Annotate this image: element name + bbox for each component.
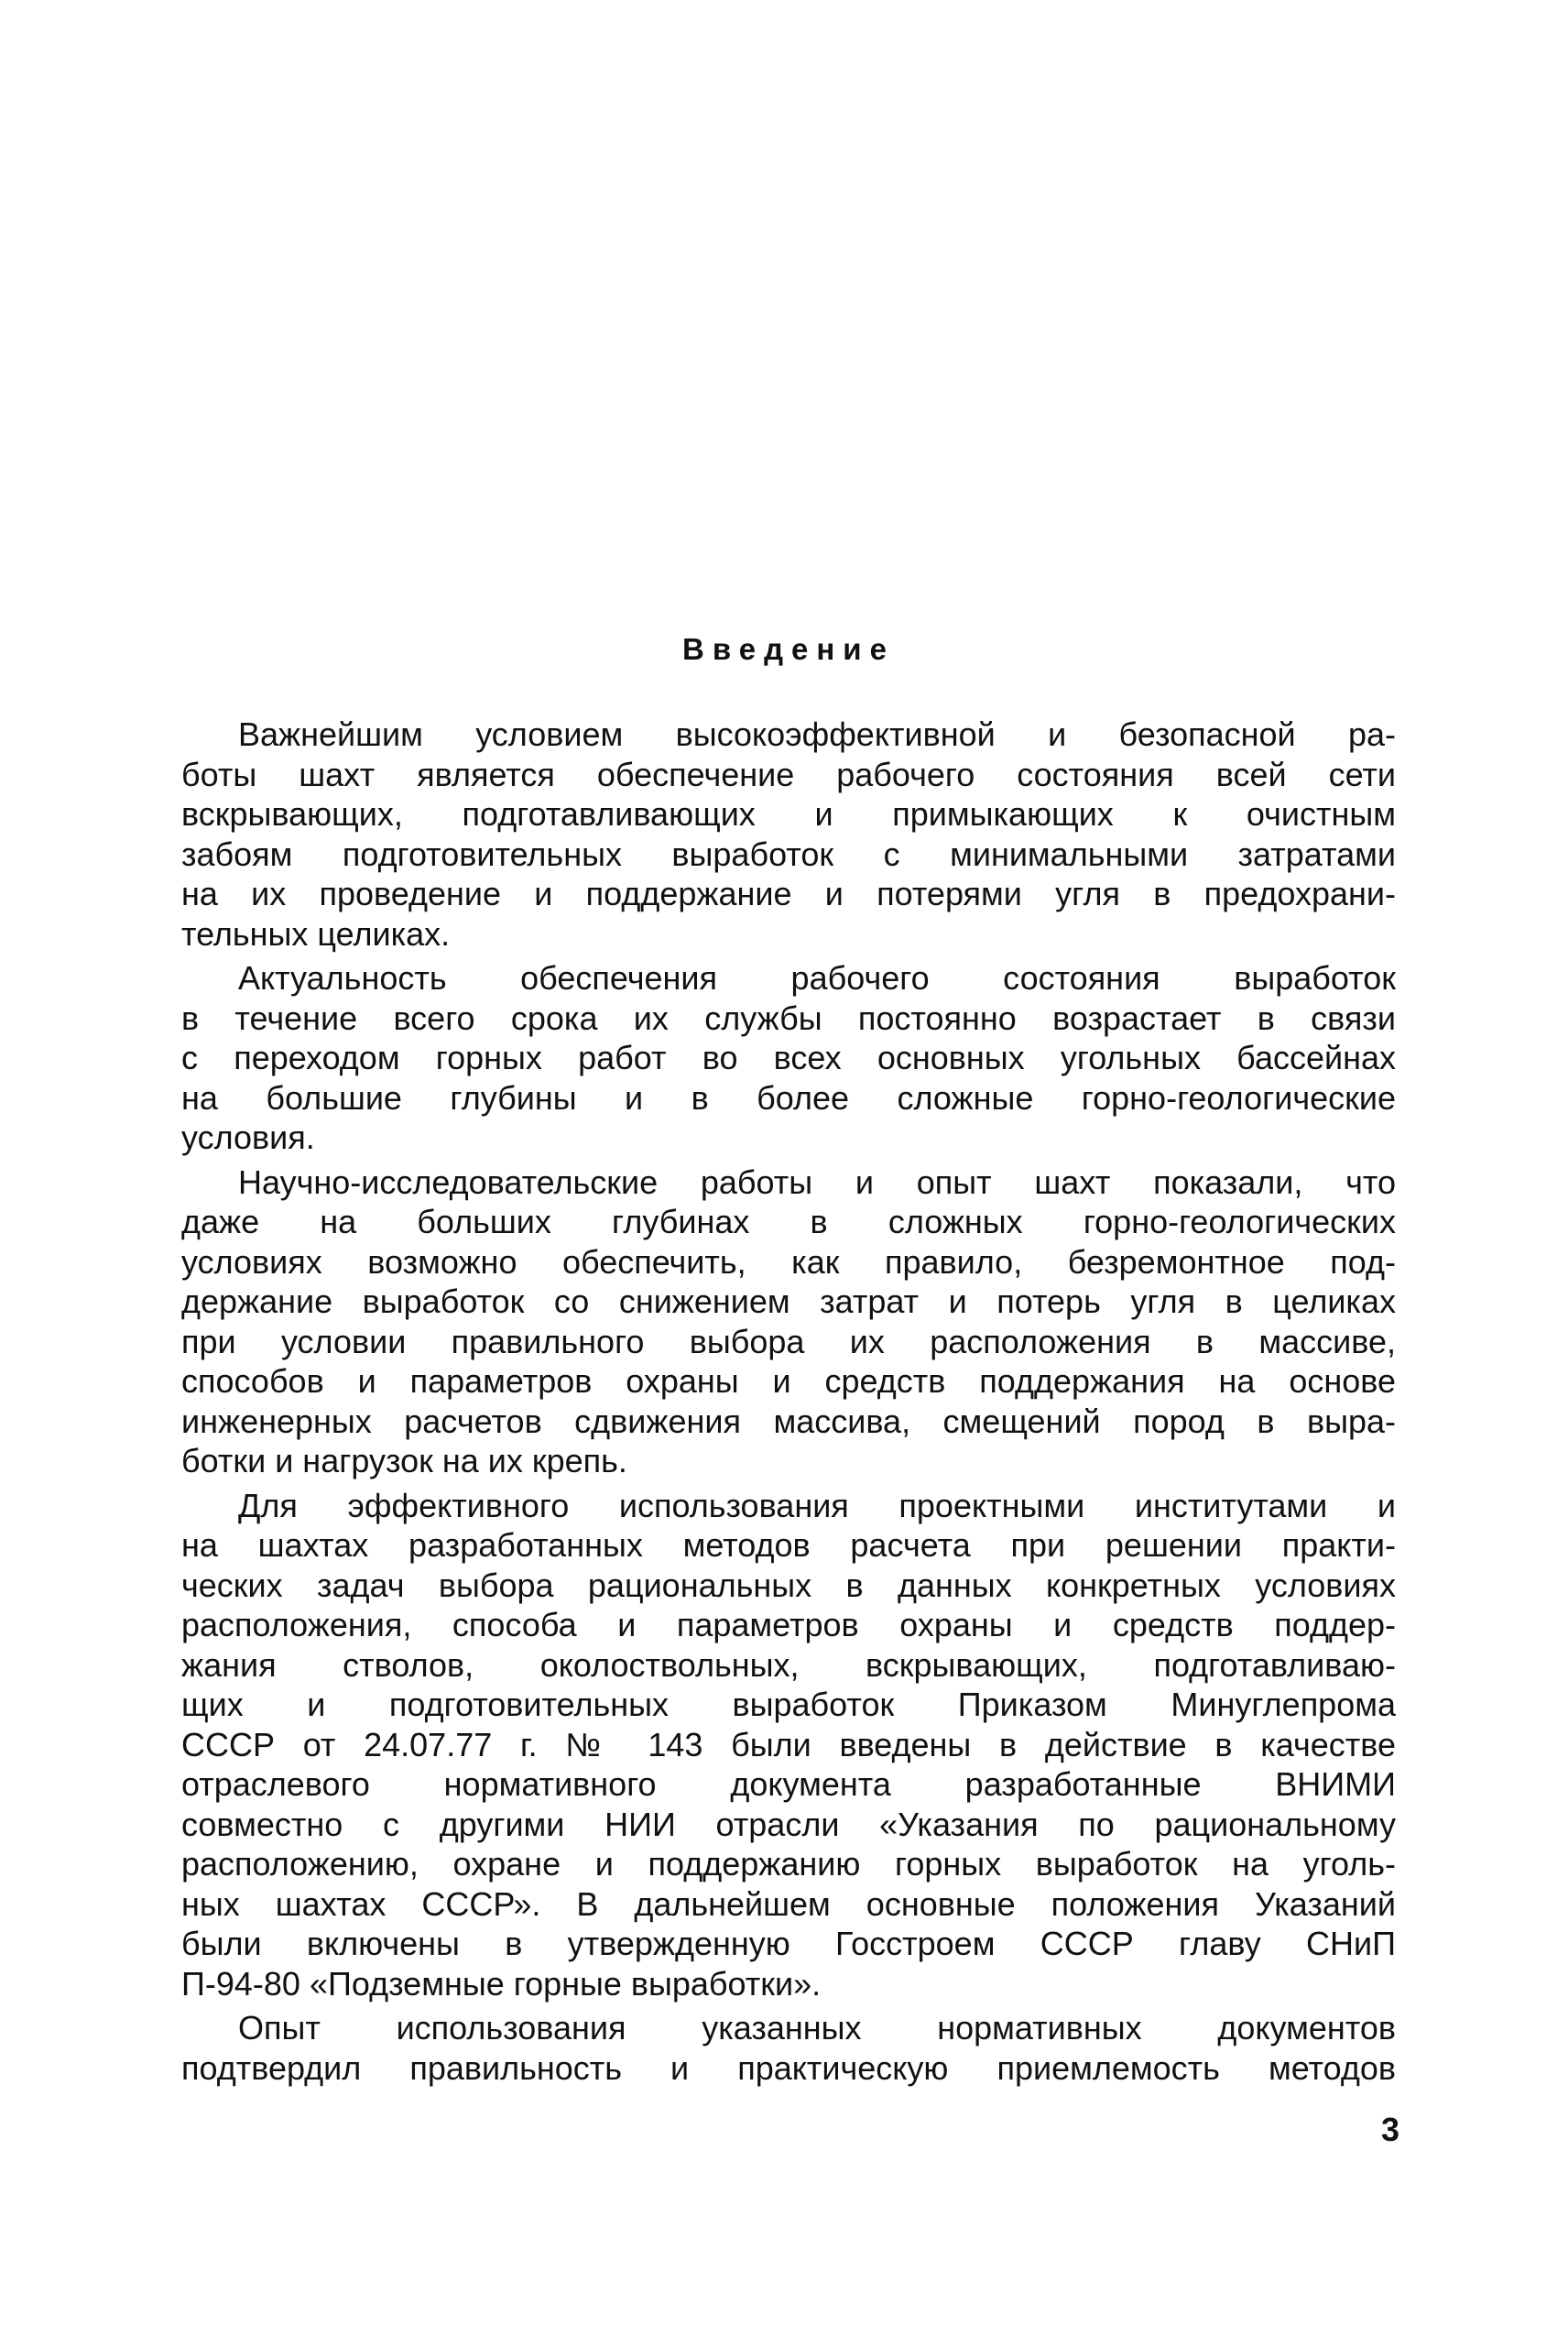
text-line: Научно-исследовательские работы и опыт шахт показали, что	[238, 1162, 1396, 1201]
text-line: П-94-80 «Подземные горные выработки».	[181, 1964, 822, 2003]
text-line: инженерных расчетов сдвижения массива, смещений пород в выра-	[181, 1402, 1396, 1440]
body-text	[181, 715, 1396, 2092]
text-line: Актуальность обеспечения рабочего состояния выработок	[238, 959, 1396, 997]
text-line: были включены в утвержденную Госстроем СССР главу СНиП	[181, 1925, 1396, 1962]
text-line: Для эффективного использования проектными институтами и	[238, 1486, 1396, 1524]
text-line: условиях возможно обеспечить, как правило, безремонтное под-	[181, 1242, 1396, 1281]
text-line: ботки и нагрузок на их крепь.	[181, 1442, 627, 1479]
text-line: на большие глубины и в более сложные горно-геологические	[181, 1078, 1396, 1117]
text-line: на шахтах разработанных методов расчета при решении практи-	[181, 1526, 1396, 1564]
text-line: при условии правильного выбора их расположения в массиве,	[181, 1322, 1396, 1360]
text-line: с переходом горных работ во всех основных угольных бассейнах	[181, 1039, 1396, 1076]
text-line: Важнейшим условием высокоэффективной и безопасной ра-	[238, 715, 1396, 753]
paragraph	[181, 958, 1396, 1158]
text-line: расположению, охране и поддержанию горных выработок на уголь-	[181, 1845, 1396, 1883]
text-line: тельных целиках.	[181, 914, 451, 953]
paragraph	[181, 1486, 1396, 2004]
text-line: СССР от 24.07.77 г. № 143 были введены в действие в качестве	[181, 1725, 1396, 1763]
text-line: даже на больших глубинах в сложных горно-геологических	[181, 1203, 1396, 1240]
paragraph	[181, 1162, 1396, 1481]
paragraph	[181, 715, 1396, 954]
text-line: расположения, способа и параметров охраны и средств поддер-	[181, 1606, 1396, 1643]
text-line: способов и параметров охраны и средств поддержания на основе	[181, 1362, 1396, 1400]
text-line: в течение всего срока их службы постоянно возрастает в связи	[181, 999, 1396, 1037]
text-line: условия.	[181, 1119, 315, 1156]
text-line: держание выработок со снижением затрат и потерь угля в целиках	[181, 1283, 1396, 1320]
text-line: жания стволов, околоствольных, вскрывающих, подготавливаю-	[181, 1645, 1396, 1684]
page-number: 3	[1381, 2111, 1400, 2148]
text-line: отраслевого нормативного документа разработанные ВНИМИ	[181, 1765, 1396, 1803]
text-line: ных шахтах СССР». В дальнейшем основные положения Указаний	[181, 1884, 1396, 1923]
text-line: боты шахт является обеспечение рабочего состояния всей сети	[181, 755, 1396, 793]
text-line: щих и подготовительных выработок Приказом Минуглепрома	[181, 1686, 1396, 1723]
text-line: забоям подготовительных выработок с минимальными затратами	[181, 835, 1396, 873]
text-line: на их проведение и поддержание и потерями угля в предохрани-	[181, 875, 1396, 912]
text-line: вскрывающих, подготавливающих и примыкающих к очистным	[181, 795, 1396, 833]
paragraph	[181, 2008, 1396, 2088]
text-line: ческих задач выбора рациональных в данных конкретных условиях	[181, 1566, 1396, 1604]
text-line: Опыт использования указанных нормативных документов	[238, 2009, 1396, 2047]
text-line: совместно с другими НИИ отрасли «Указания по рациональному	[181, 1805, 1396, 1843]
section-title: Введение	[682, 632, 895, 666]
text-line: подтвердил правильность и практическую приемлемость методов	[181, 2048, 1396, 2087]
